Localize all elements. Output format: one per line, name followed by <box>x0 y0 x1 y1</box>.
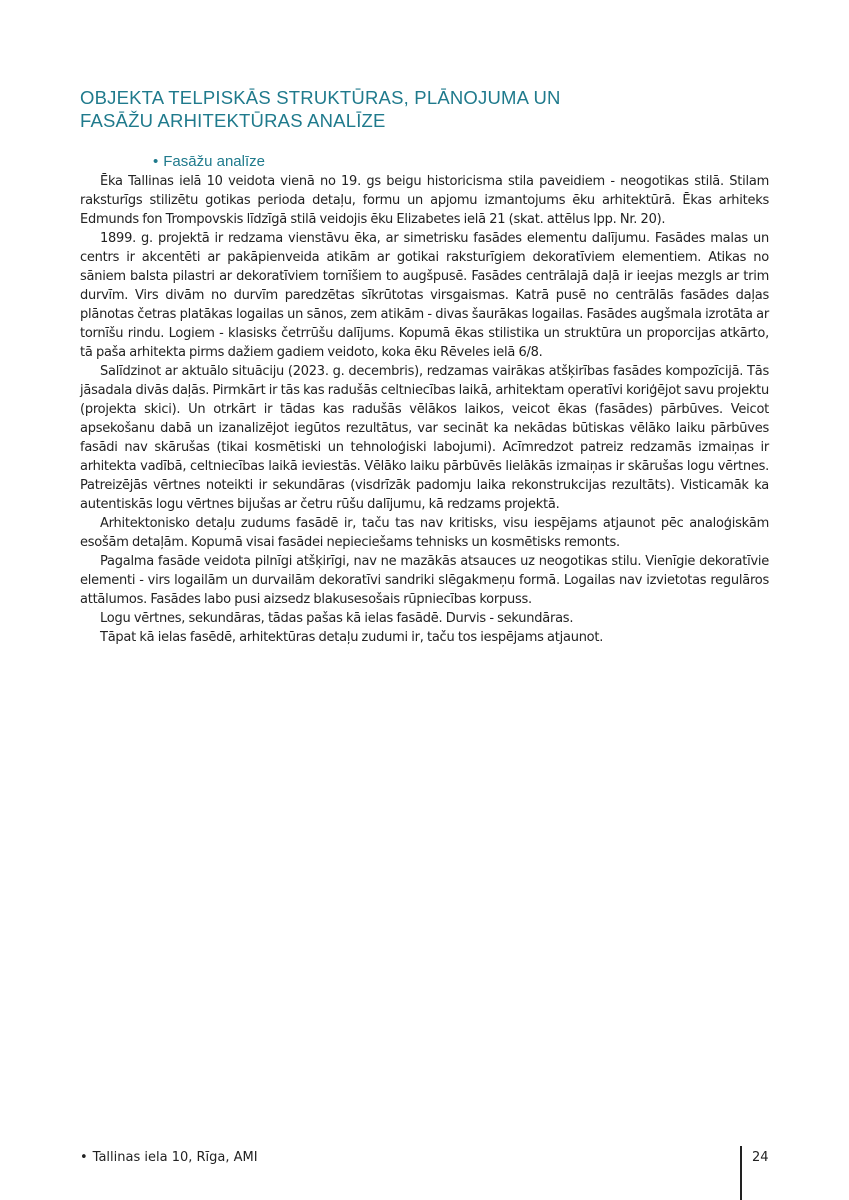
body-text <box>80 172 769 647</box>
section-heading-text: Fasāžu analīze <box>163 153 265 170</box>
paragraph-3: Salīdzinot ar aktuālo situāciju (2023. g. decembris), redzamas vairākas atšķirības fasādes kompozīcijā. Tās jāsadala divās daļās. Pirmkārt ir tās kas radušās celtniecības laikā, arhitektam operatīvi koriģējot savu projektu (projekta skici). Un otrkārt ir tādas kas radušās vēlākos laikos, veicot ēkas (fasādes) pārbūves. Veicot apsekošanu dabā un izanalizējot iegūtos rezultātus, var secināt ka nekādas būtiskas vēlāko laiku pārbūves fasādi nav skārušas (tikai kosmētiski un tehnoloģiski labojumi). Acīmredzot patreiz redzamās izmaiņas ir arhitekta vadībā, celtniecības laikā ieviestās. Vēlāko laiku pārbūvēs lielākās izmaiņas ir skārušas logu vērtnes. Patreizējās vērtnes noteikti ir sekundāras (visdrīzāk padomju laika rekonstrukcijas rezultāts). Visticamāk ka autentiskās logu vērtnes bijušas ar četru rūšu dalījumu, kā redzams projektā. <box>80 364 769 512</box>
paragraph-4: Arhitektonisko detaļu zudums fasādē ir, taču tas nav kritisks, visu iespējams atjaunot pēc analoģiskām esošām detaļām. Kopumā visai fasādei nepieciešams tehnisks un kosmētisks remonts. <box>80 516 769 550</box>
page-title <box>80 86 600 132</box>
bullet-icon: • <box>153 153 159 170</box>
section-heading <box>153 152 265 172</box>
paragraph-6: Logu vērtnes, sekundāras, tādas pašas kā ielas fasādē. Durvis - sekundāras. <box>100 611 574 626</box>
paragraph-5: Pagalma fasāde veidota pilnīgi atšķirīgi, nav ne mazākās atsauces uz neogotikas stilu. Vienīgie dekoratīvie elementi - virs logailām un durvailām dekoratīvi sandriki slēgakmeņu formā. Logailas nav izvietotas regulāros attālumos. Fasādes labo pusi aizsedz blakusesošais rūpniecības korpuss. <box>80 554 769 607</box>
page-title-line-1: OBJEKTA TELPISKĀS STRUKTŪRAS, PLĀNOJUMA UN <box>80 87 561 108</box>
footer-address-text: Tallinas iela 10, Rīga, AMI <box>92 1150 258 1165</box>
paragraph-1: Ēka Tallinas ielā 10 veidota vienā no 19. gs beigu historicisma stila paveidiem - neogotikas stilā. Stilam raksturīgs stilizētu gotikas perioda detaļu, formu un apjomu izmantojums ēku arhitektūrā. Ēkas arhiteks Edmunds fon Trompovskis līdzīgā stilā veidojis ēku Elizabetes ielā 21 (skat. attēlus lpp. Nr. 20). <box>80 174 769 227</box>
paragraph-2: 1899. g. projektā ir redzama vienstāvu ēka, ar simetrisku fasādes elementu dalījumu. Fasādes malas un centrs ir akcentēti ar pakāpienveida atikām ar gotikai raksturīgiem dekoratīviem elementiem. Atikas no sāniem balsta pilastri ar dekoratīviem tornīšiem to augšpusē. Fasādes centrālajā daļā ir ieejas mezgls ar trim durvīm. Virs divām no durvīm paredzētas sīkrūtotas virsgaismas. Katrā pusē no centrālās fasādes daļas plānotas četras platākas logailas un sānos, zem atikām - divas šaurākas logailas. Fasādes augšmala izrotāta ar tornīšu rindu. Logiem - klasisks četrrūšu dalījums. Kopumā ēkas stilistika un struktūra un proporcijas atkārto, tā paša arhitekta pirms dažiem gadiem veidoto, koka ēku Rēveles ielā 6/8. <box>80 231 769 360</box>
footer-address <box>80 1149 258 1167</box>
paragraph-7: Tāpat kā ielas fasēdē, arhitektūras detaļu zudumi ir, taču tos iespējams atjaunot. <box>100 630 604 645</box>
page-title-line-2: FASĀŽU ARHITEKTŪRAS ANALĪZE <box>80 110 386 131</box>
page-number: 24 <box>752 1150 769 1165</box>
footer-divider <box>740 1146 742 1200</box>
footer-bullet-icon: • <box>80 1150 88 1165</box>
